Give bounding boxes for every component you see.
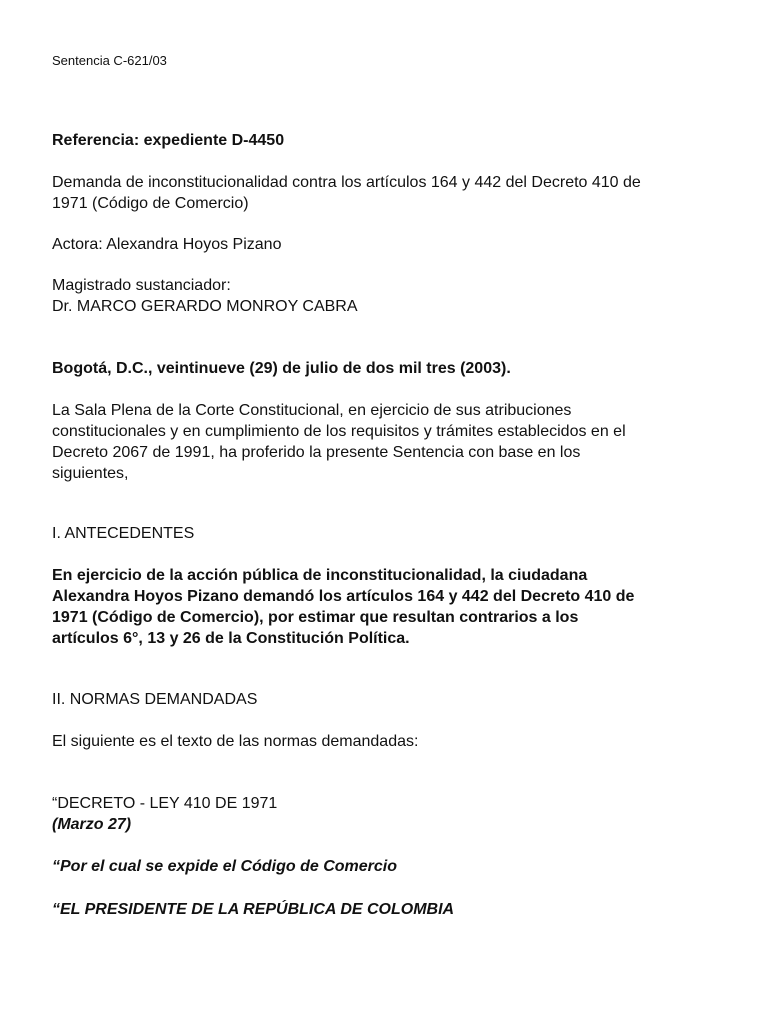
antecedentes-line-2: Alexandra Hoyos Pizano demandó los artículos 164 y 442 del Decreto 410 de bbox=[52, 588, 635, 605]
antecedentes-line-4: artículos 6°, 13 y 26 de la Constitución Política. bbox=[52, 630, 410, 647]
antecedentes-line-3: 1971 (Código de Comercio), por estimar que resultan contrarios a los bbox=[52, 609, 579, 626]
fecha-line: Bogotá, D.C., veintinueve (29) de julio de dos mil tres (2003). bbox=[52, 360, 511, 377]
referencia-line: Referencia: expediente D-4450 bbox=[52, 132, 285, 149]
section-normas-title: II. NORMAS DEMANDADAS bbox=[52, 691, 258, 708]
normas-intro: El siguiente es el texto de las normas demandadas: bbox=[52, 733, 419, 750]
document-header: Sentencia C-621/03 bbox=[52, 53, 167, 68]
intro-line-4: siguientes, bbox=[52, 465, 129, 482]
decreto-title: “DECRETO - LEY 410 DE 1971 bbox=[52, 795, 278, 812]
presidente-line: “EL PRESIDENTE DE LA REPÚBLICA DE COLOMBIA bbox=[52, 901, 455, 918]
magistrado-name: Dr. MARCO GERARDO MONROY CABRA bbox=[52, 298, 358, 315]
demanda-line-1: Demanda de inconstitucionalidad contra los artículos 164 y 442 del Decreto 410 de bbox=[52, 174, 641, 191]
intro-line-3: Decreto 2067 de 1991, ha proferido la presente Sentencia con base en los bbox=[52, 444, 581, 461]
demanda-line-2: 1971 (Código de Comercio) bbox=[52, 195, 249, 212]
antecedentes-line-1: En ejercicio de la acción pública de inconstitucionalidad, la ciudadana bbox=[52, 567, 588, 584]
decreto-date: (Marzo 27) bbox=[52, 816, 132, 833]
section-antecedentes-title: I. ANTECEDENTES bbox=[52, 525, 195, 542]
intro-line-1: La Sala Plena de la Corte Constitucional, en ejercicio de sus atribuciones bbox=[52, 402, 572, 419]
magistrado-label: Magistrado sustanciador: bbox=[52, 277, 231, 294]
decreto-purpose: “Por el cual se expide el Código de Comercio bbox=[52, 858, 397, 875]
intro-line-2: constitucionales y en cumplimiento de los requisitos y trámites establecidos en el bbox=[52, 423, 626, 440]
actora-line: Actora: Alexandra Hoyos Pizano bbox=[52, 236, 282, 253]
